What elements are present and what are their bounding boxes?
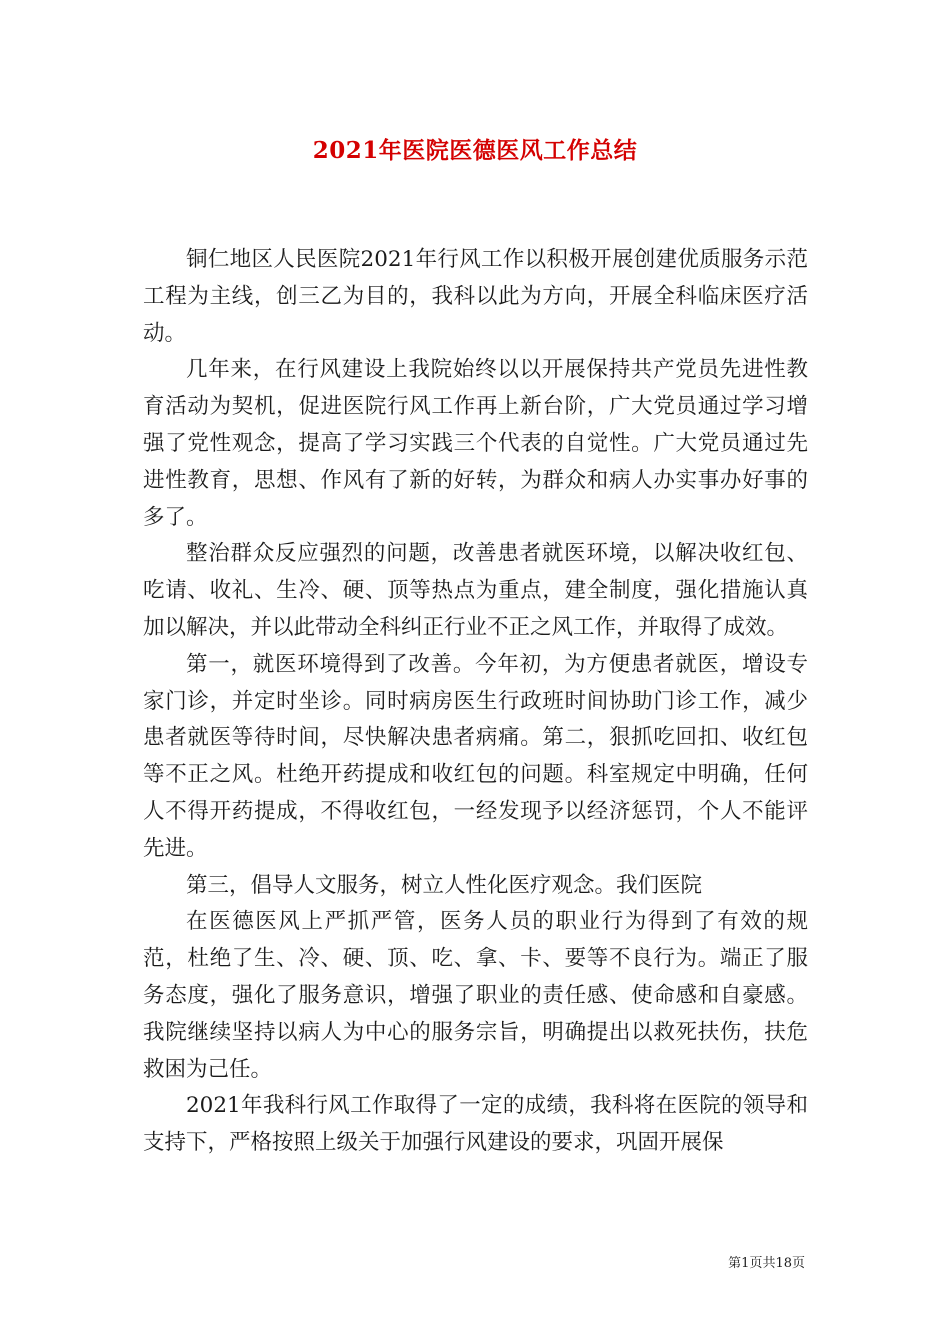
page-number: 第1页共18页 — [728, 1256, 805, 1271]
paragraph: 第三，倡导人文服务，树立人性化医疗观念。我们医院 — [186, 872, 703, 898]
paragraph: 在医德医风上严抓严管，医务人员的职业行为得到了有效的规范，杜绝了生、冷、硬、顶、吃、拿、卡、要等不良行为。端正了服务态度，强化了服务意识，增强了职业的责任感、使命感和自豪感。我院继续坚持以病人为中心的服务宗旨，明确提出以救死扶伤，扶危救困为己任。 — [143, 909, 808, 1082]
paragraph: 第一，就医环境得到了改善。今年初，为方便患者就医，增设专家门诊，并定时坐诊。同时病房医生行政班时间协助门诊工作，减少患者就医等待时间，尽快解决患者病痛。第二，狠抓吃回扣、收红包等不正之风。杜绝开药提成和收红包的问题。科室规定中明确，任何人不得开药提成，不得收红包，一经发现予以经济惩罚，个人不能评先进。 — [143, 651, 808, 861]
document-body — [143, 242, 808, 1162]
paragraph: 铜仁地区人民医院2021年行风工作以积极开展创建优质服务示范工程为主线，创三乙为目的，我科以此为方向，开展全科临床医疗活动。 — [143, 247, 808, 346]
paragraph: 几年来，在行风建设上我院始终以以开展保持共产党员先进性教育活动为契机，促进医院行风工作再上新台阶，广大党员通过学习增强了党性观念，提高了学习实践三个代表的自觉性。广大党员通过先进性教育，思想、作风有了新的好转，为群众和病人办实事办好事的多了。 — [143, 357, 808, 530]
document-title: 2021年医院医德医风工作总结 — [312, 137, 638, 164]
paragraph: 2021年我科行风工作取得了一定的成绩，我科将在医院的领导和支持下，严格按照上级关于加强行风建设的要求，巩固开展保 — [143, 1093, 808, 1156]
paragraph: 整治群众反应强烈的问题，改善患者就医环境，以解决收红包、吃请、收礼、生冷、硬、顶等热点为重点，建全制度，强化措施认真加以解决，并以此带动全科纠正行业不正之风工作，并取得了成效。 — [143, 541, 808, 640]
